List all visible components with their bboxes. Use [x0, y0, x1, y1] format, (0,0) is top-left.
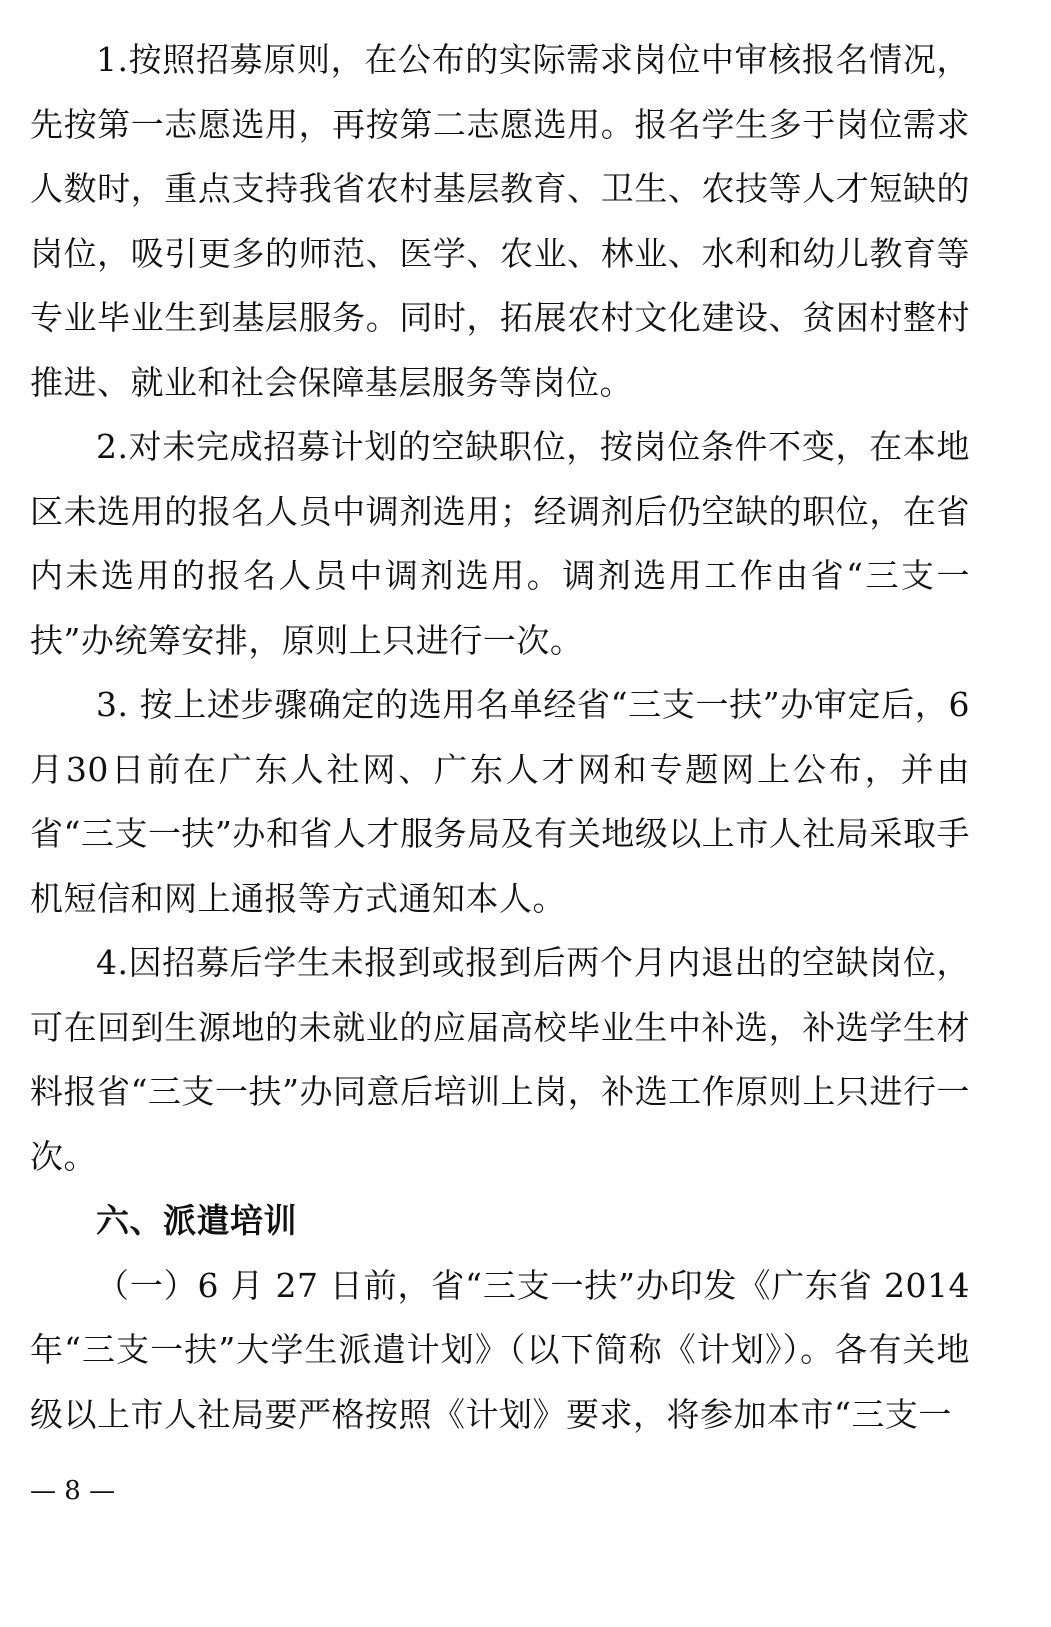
- paragraph-2: 2.对未完成招募计划的空缺职位，按岗位条件不变，在本地区未选用的报名人员中调剂选用；经调剂后仍空缺的职位，在省内未选用的报名人员中调剂选用。调剂选用工作由省“三支一扶”办统筹安排，原则上只进行一次。: [30, 427, 970, 660]
- paragraph-1: 1.按照招募原则，在公布的实际需求岗位中审核报名情况，先按第一志愿选用，再按第二志愿选用。报名学生多于岗位需求人数时，重点支持我省农村基层教育、卫生、农技等人才短缺的岗位，吸引更多的师范、医学、农业、林业、水利和幼儿教育等专业毕业生到基层服务。同时，拓展农村文化建设、贫困村整村推进、就业和社会保障基层服务等岗位。: [30, 40, 970, 402]
- paragraph-4: 4.因招募后学生未报到或报到后两个月内退出的空缺岗位，可在回到生源地的未就业的应届高校毕业生中补选，补选学生材料报省“三支一扶”办同意后培训上岗，补选工作原则上只进行一次。: [30, 943, 970, 1176]
- section-heading: 六、派遣培训: [96, 1201, 297, 1240]
- section-paragraph: （一）6 月 27 日前，省“三支一扶”办印发《广东省 2014 年“三支一扶”大学生派遣计划》（以下简称《计划》）。各有关地级以上市人社局要严格按照《计划》要求，将参加本市“三支一: [30, 1265, 970, 1434]
- page-number: — 8 —: [30, 1476, 116, 1506]
- paragraph-3: 3. 按上述步骤确定的选用名单经省“三支一扶”办审定后，6月30日前在广东人社网、广东人才网和专题网上公布，并由省“三支一扶”办和省人才服务局及有关地级以上市人社局采取手机短信和网上通报等方式通知本人。: [30, 685, 970, 918]
- document-body: [30, 28, 970, 1447]
